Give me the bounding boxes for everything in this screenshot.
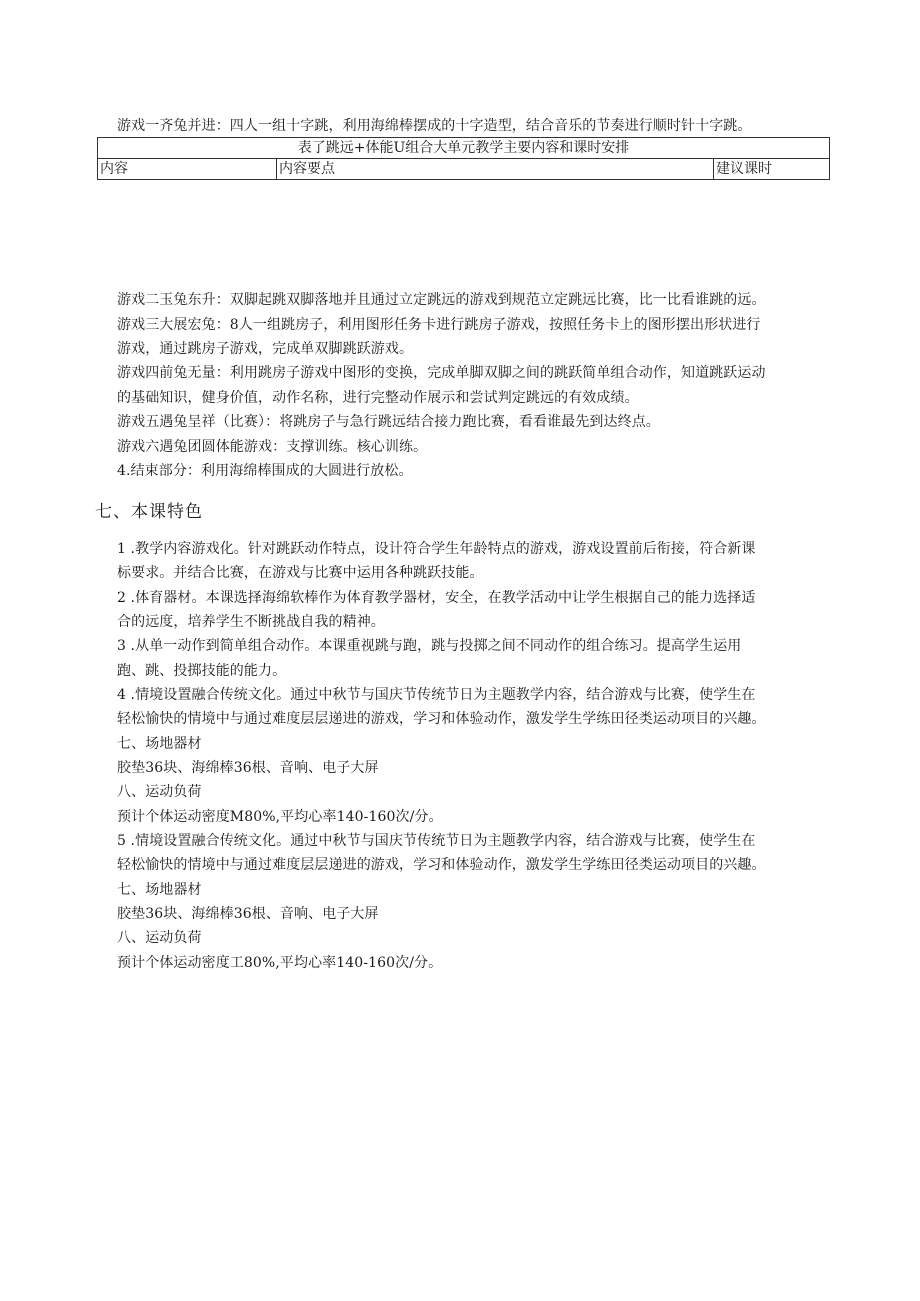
- feature-line: 1 .教学内容游戏化。针对跳跃动作特点，设计符合学生年龄特点的游戏，游戏设置前后衔接，符合新课: [117, 541, 756, 557]
- feature-line: 轻松愉快的情境中与通过难度层层递进的游戏，学习和体验动作，激发学生学练田径类运动项目的兴趣。: [117, 711, 766, 727]
- game-line: 游戏六遇兔团圆体能游戏：支撑训练。核心训练。: [117, 439, 428, 455]
- subheading-load: 八、运动负荷: [117, 930, 202, 946]
- feature-line: 标要求。并结合比赛，在游戏与比赛中运用各种跳跃技能。: [117, 565, 484, 581]
- feature-line: 2 .体育器材。本课选择海绵软棒作为体育教学器材，安全，在教学活动中让学生根据自己的能力选择适: [117, 590, 756, 606]
- feature-line: 5 .情境设置融合传统文化。通过中秋节与国庆节传统节日为主题教学内容，结合游戏与比赛，使学生在: [117, 833, 756, 849]
- subheading-venue: 七、场地器材: [117, 882, 202, 898]
- load-line: 预计个体运动密度M80%,平均心率140-160次/分。: [117, 809, 443, 825]
- unit-schedule-table: [97, 137, 830, 180]
- table-caption-row: [98, 138, 830, 159]
- game-line: 游戏三大展宏兔：8人一组跳房子，利用图形任务卡进行跳房子游戏，按照任务卡上的图形摆出形状进行: [117, 317, 761, 333]
- game-line: 游戏四前兔无量：利用跳房子游戏中图形的变换，完成单脚双脚之间的跳跃简单组合动作，知道跳跃运动: [117, 365, 766, 381]
- subheading-venue: 七、场地器材: [117, 736, 202, 752]
- feature-line: 合的远度，培养学生不断挑战自我的精神。: [117, 614, 385, 630]
- table-caption: 表了跳远+体能U组合大单元教学主要内容和课时安排: [98, 138, 830, 159]
- section-heading: 七、本课特色: [95, 502, 203, 522]
- table-header-hours: 建议课时: [714, 159, 830, 180]
- load-line: 预计个体运动密度工80%,平均心率140-160次/分。: [117, 955, 443, 971]
- intro-line: 游戏一齐兔并进：四人一组十字跳，利用海绵棒摆成的十字造型，结合音乐的节奏进行顺时针十字跳。: [117, 118, 752, 134]
- game-line: 的基础知识，健身价值，动作名称，进行完整动作展示和尝试判定跳远的有效成绩。: [117, 390, 639, 406]
- table-header-row: [98, 159, 830, 180]
- feature-line: 轻松愉快的情境中与通过难度层层递进的游戏，学习和体验动作，激发学生学练田径类运动项目的兴趣。: [117, 857, 766, 873]
- feature-line: 跑、跳、投掷技能的能力。: [117, 663, 287, 679]
- game-line: 游戏，通过跳房子游戏，完成单双脚跳跃游戏。: [117, 341, 414, 357]
- feature-line: 4 .情境设置融合传统文化。通过中秋节与国庆节传统节日为主题教学内容，结合游戏与比赛，使学生在: [117, 687, 756, 703]
- equipment-line: 胶垫36块、海绵棒36根、音响、电子大屏: [117, 760, 379, 776]
- table-header-content: 内容: [98, 159, 277, 180]
- equipment-line: 胶垫36块、海绵棒36根、音响、电子大屏: [117, 906, 379, 922]
- subheading-load: 八、运动负荷: [117, 784, 202, 800]
- feature-line: 3 .从单一动作到简单组合动作。本课重视跳与跑，跳与投掷之间不同动作的组合练习。提高学生运用: [117, 638, 742, 654]
- game-line: 游戏二玉兔东升：双脚起跳双脚落地并且通过立定跳远的游戏到规范立定跳远比赛，比一比看谁跳的远。: [117, 292, 766, 308]
- game-line: 4.结束部分：利用海绵棒围成的大圆进行放松。: [117, 463, 413, 479]
- game-line: 游戏五遇兔呈祥（比赛）：将跳房子与急行跳远结合接力跑比赛，看看谁最先到达终点。: [117, 414, 660, 430]
- table-header-key-points: 内容要点: [277, 159, 714, 180]
